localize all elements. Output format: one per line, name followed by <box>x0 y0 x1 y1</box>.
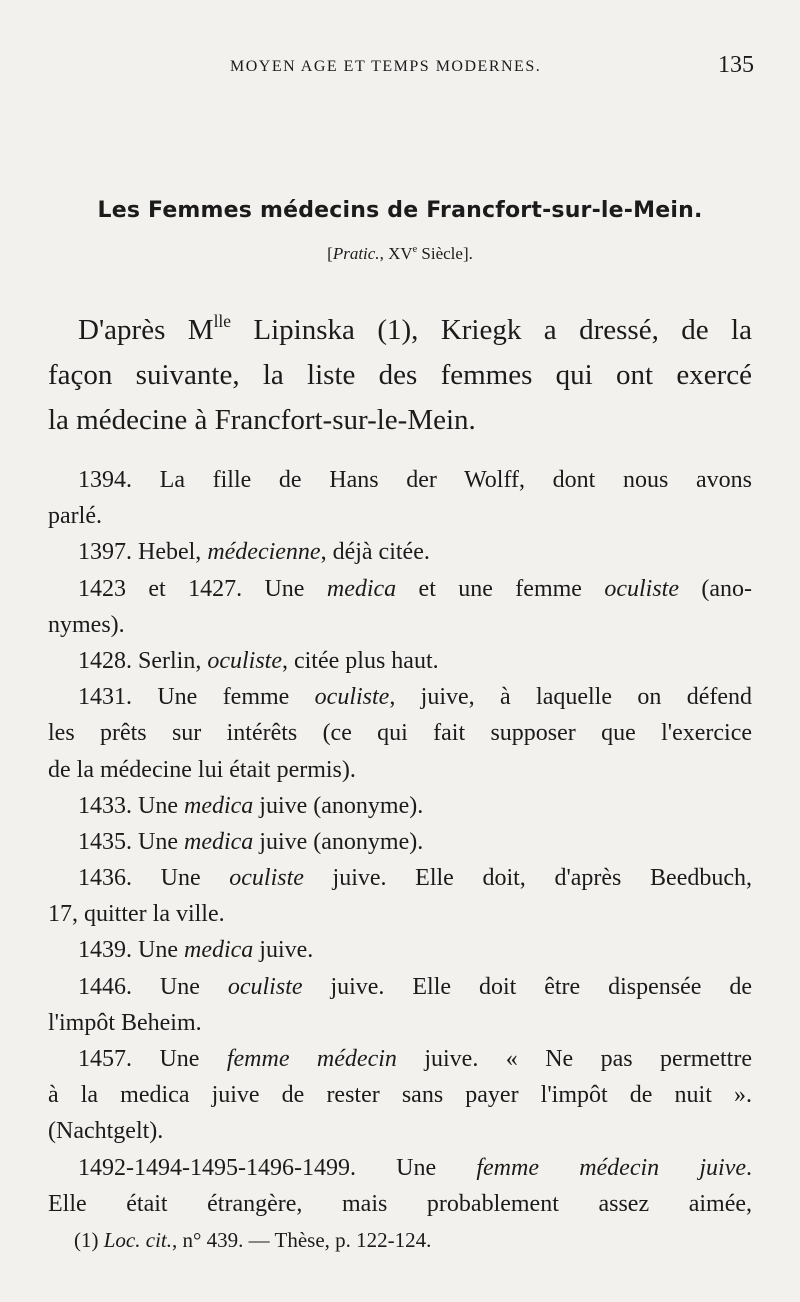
entry-1394-cont: parlé. <box>48 503 102 530</box>
entry-1446-cont: l'impôt Beheim. <box>48 1009 202 1036</box>
entry-1435: 1435. Une medica juive (anonyme). <box>78 828 424 855</box>
entry-1436-cont: 17, quitter la ville. <box>48 901 225 928</box>
running-head <box>0 52 800 82</box>
entry-1423-cont: nymes). <box>48 611 125 638</box>
entry-1428: 1428. Serlin, oculiste, citée plus haut. <box>78 647 439 674</box>
chapter-subtitle: [Pratic., XVe Siècle]. <box>327 243 473 263</box>
running-title: MOYEN AGE ET TEMPS MODERNES. <box>230 58 542 75</box>
entry-1446: 1446. Une oculiste juive. Elle doit être dispensée de <box>78 973 752 1000</box>
entry-1431-cont: les prêts sur intérêts (ce qui fait supposer que l'exercice <box>48 720 752 747</box>
chapter-title: Les Femmes médecins de Francfort-sur-le-Mein. <box>97 198 703 223</box>
entry-1457: 1457. Une femme médecin juive. « Ne pas permettre <box>78 1046 752 1072</box>
entry-1492-cont: Elle était étrangère, mais probablement assez aimée, <box>48 1190 752 1217</box>
entry-1457-cont: à la medica juive de rester sans payer l'impôt de nuit ». <box>48 1082 752 1109</box>
entries-list <box>48 462 752 1222</box>
intro-paragraph <box>48 308 752 443</box>
entry-1436: 1436. Une oculiste juive. Elle doit, d'après Beedbuch, <box>78 865 753 892</box>
entry-1457-cont: (Nachtgelt). <box>48 1118 164 1145</box>
entry-1433: 1433. Une medica juive (anonyme). <box>78 792 424 819</box>
entry-1397: 1397. Hebel, médecienne, déjà citée. <box>78 539 430 566</box>
intro-line: façon suivante, la liste des femmes qui ont exercé <box>48 359 752 391</box>
entry-1439: 1439. Une medica juive. <box>78 937 314 964</box>
intro-line: la médecine à Francfort-sur-le-Mein. <box>48 404 476 436</box>
intro-line: D'après $M^{lle}$ Lipinska (1), Kriegk a dressé, de la <box>78 310 752 346</box>
entry-1431-cont: de la médecine lui était permis). <box>48 756 356 783</box>
entry-1492: 1492-1494-1495-1496-1499. Une femme médecin juive. <box>78 1154 752 1181</box>
entry-1394: 1394. La fille de Hans der Wolff, dont nous avons <box>78 467 752 493</box>
entry-1431: 1431. Une femme oculiste, juive, à laquelle on défend <box>78 684 752 711</box>
entry-1423: 1423 et 1427. Une medica et une femme oculiste (ano- <box>78 575 753 602</box>
footnote: (1) Loc. cit., n° 439. — Thèse, p. 122-124. <box>74 1228 432 1252</box>
page-number: 135 <box>718 52 754 78</box>
